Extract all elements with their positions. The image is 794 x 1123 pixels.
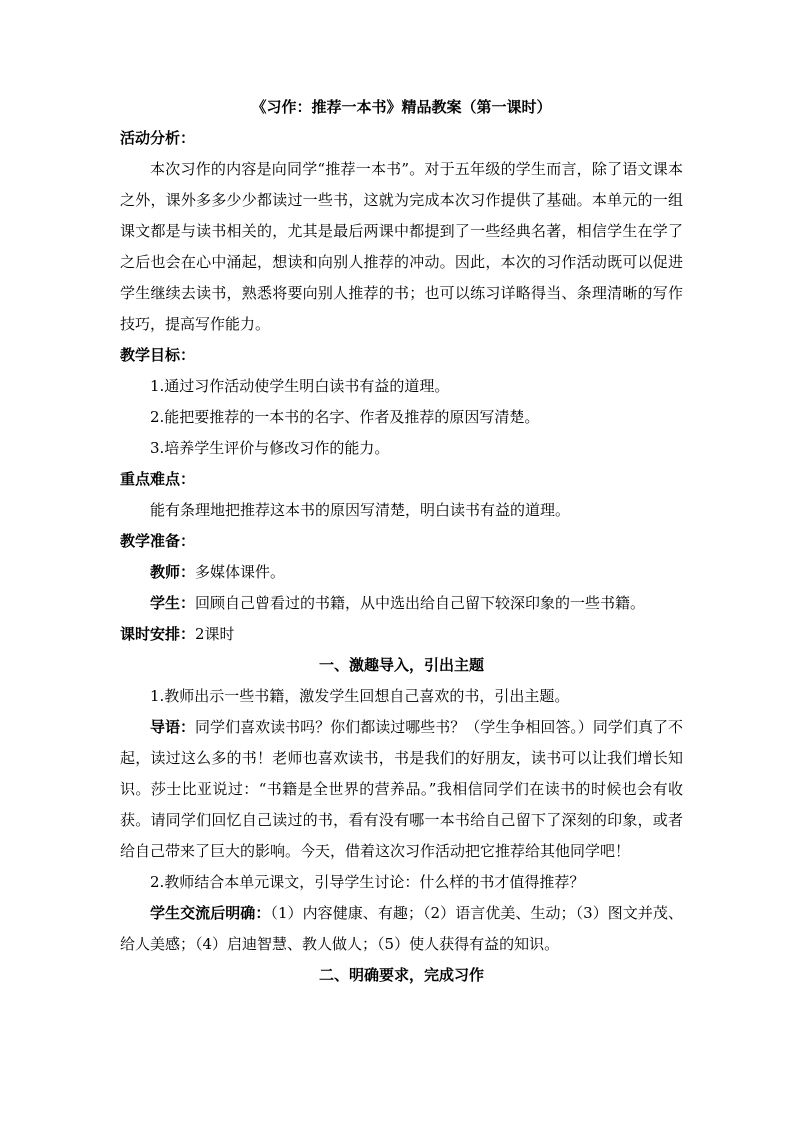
- part1-guide: [120, 712, 683, 867]
- guide-text: 同学们喜欢读书吗？你们都读过哪些书？（学生争相回答。）同学们真了不起，读过这么多的书！老师也喜欢读书，书是我们的好朋友，读书可以让我们增长知识。莎士比亚说过：“书籍是全世界的营养品。”我相信同学们在读书的时候也会有收获。请同学们回忆自己读过的书，看有没有哪一本书给自己留下了深刻的印象，或者给自己带来了巨大的影响。今天，借着这次习作活动把它推荐给其他同学吧！: [120, 718, 683, 860]
- schedule-value: 2课时: [195, 625, 235, 643]
- key-difficulties-heading: 重点难点：: [120, 470, 196, 488]
- teaching-goals-heading: 教学目标：: [120, 346, 196, 364]
- part1-step2: 2.教师结合本单元课文，引导学生讨论：什么样的书才值得推荐？: [150, 873, 585, 891]
- student-text: 回顾自己曾看过的书籍，从中选出给自己留下较深印象的一些书籍。: [195, 594, 646, 612]
- preparation-teacher: [120, 557, 683, 588]
- student-label: 学生：: [150, 594, 196, 612]
- part2-heading: 二、明确要求，完成习作: [318, 966, 484, 984]
- teaching-goal-item: 3.培养学生评价与修改习作的能力。: [150, 439, 390, 457]
- teacher-label: 教师：: [150, 563, 196, 581]
- document-page: [120, 92, 683, 991]
- key-difficulties-text: 能有条理地把推荐这本书的原因写清楚，明白读书有益的道理。: [150, 501, 571, 519]
- part1-summary: [120, 898, 683, 960]
- teacher-text: 多媒体课件。: [195, 563, 286, 581]
- part1-step1: 1.教师出示一些书籍，激发学生回想自己喜欢的书，引出主题。: [150, 687, 570, 705]
- preparation-student: [120, 588, 683, 619]
- schedule-label: 课时安排：: [120, 625, 196, 643]
- teaching-goal-item: 1.通过习作活动使学生明白读书有益的道理。: [150, 377, 450, 395]
- document-title: 《习作：推荐一本书》精品教案（第一课时）: [251, 98, 552, 116]
- activity-analysis-paragraph: 本次习作的内容是向同学“推荐一本书”。对于五年级的学生而言，除了语文课本之外，课外多多少少都读过一些书，这就为完成本次习作提供了基础。本单元的一组课文都是与读书相关的，尤其是最后两课中都提到了一些经典名著，相信学生在学了之后也会在心中涌起，想读和向别人推荐的冲动。因此，本次的习作活动既可以促进学生继续去读书，熟悉将要向别人推荐的书；也可以练习详略得当、条理清晰的写作技巧，提高写作能力。: [120, 160, 683, 333]
- teaching-goal-item: 2.能把要推荐的一本书的名字、作者及推荐的原因写清楚。: [150, 408, 540, 426]
- guide-label: 导语：: [150, 718, 196, 736]
- summary-label: 学生交流后明确：: [150, 904, 271, 922]
- activity-analysis-heading: 活动分析：: [120, 129, 196, 147]
- schedule-line: [120, 619, 683, 650]
- summary-text: （1）内容健康、有趣；（2）语言优美、生动；（3）图文并茂、给人美感；（4）启迪智慧、教人做人；（5）使人获得有益的知识。: [120, 904, 683, 953]
- preparation-heading: 教学准备：: [120, 532, 196, 550]
- part1-heading: 一、激趣导入，引出主题: [318, 656, 484, 674]
